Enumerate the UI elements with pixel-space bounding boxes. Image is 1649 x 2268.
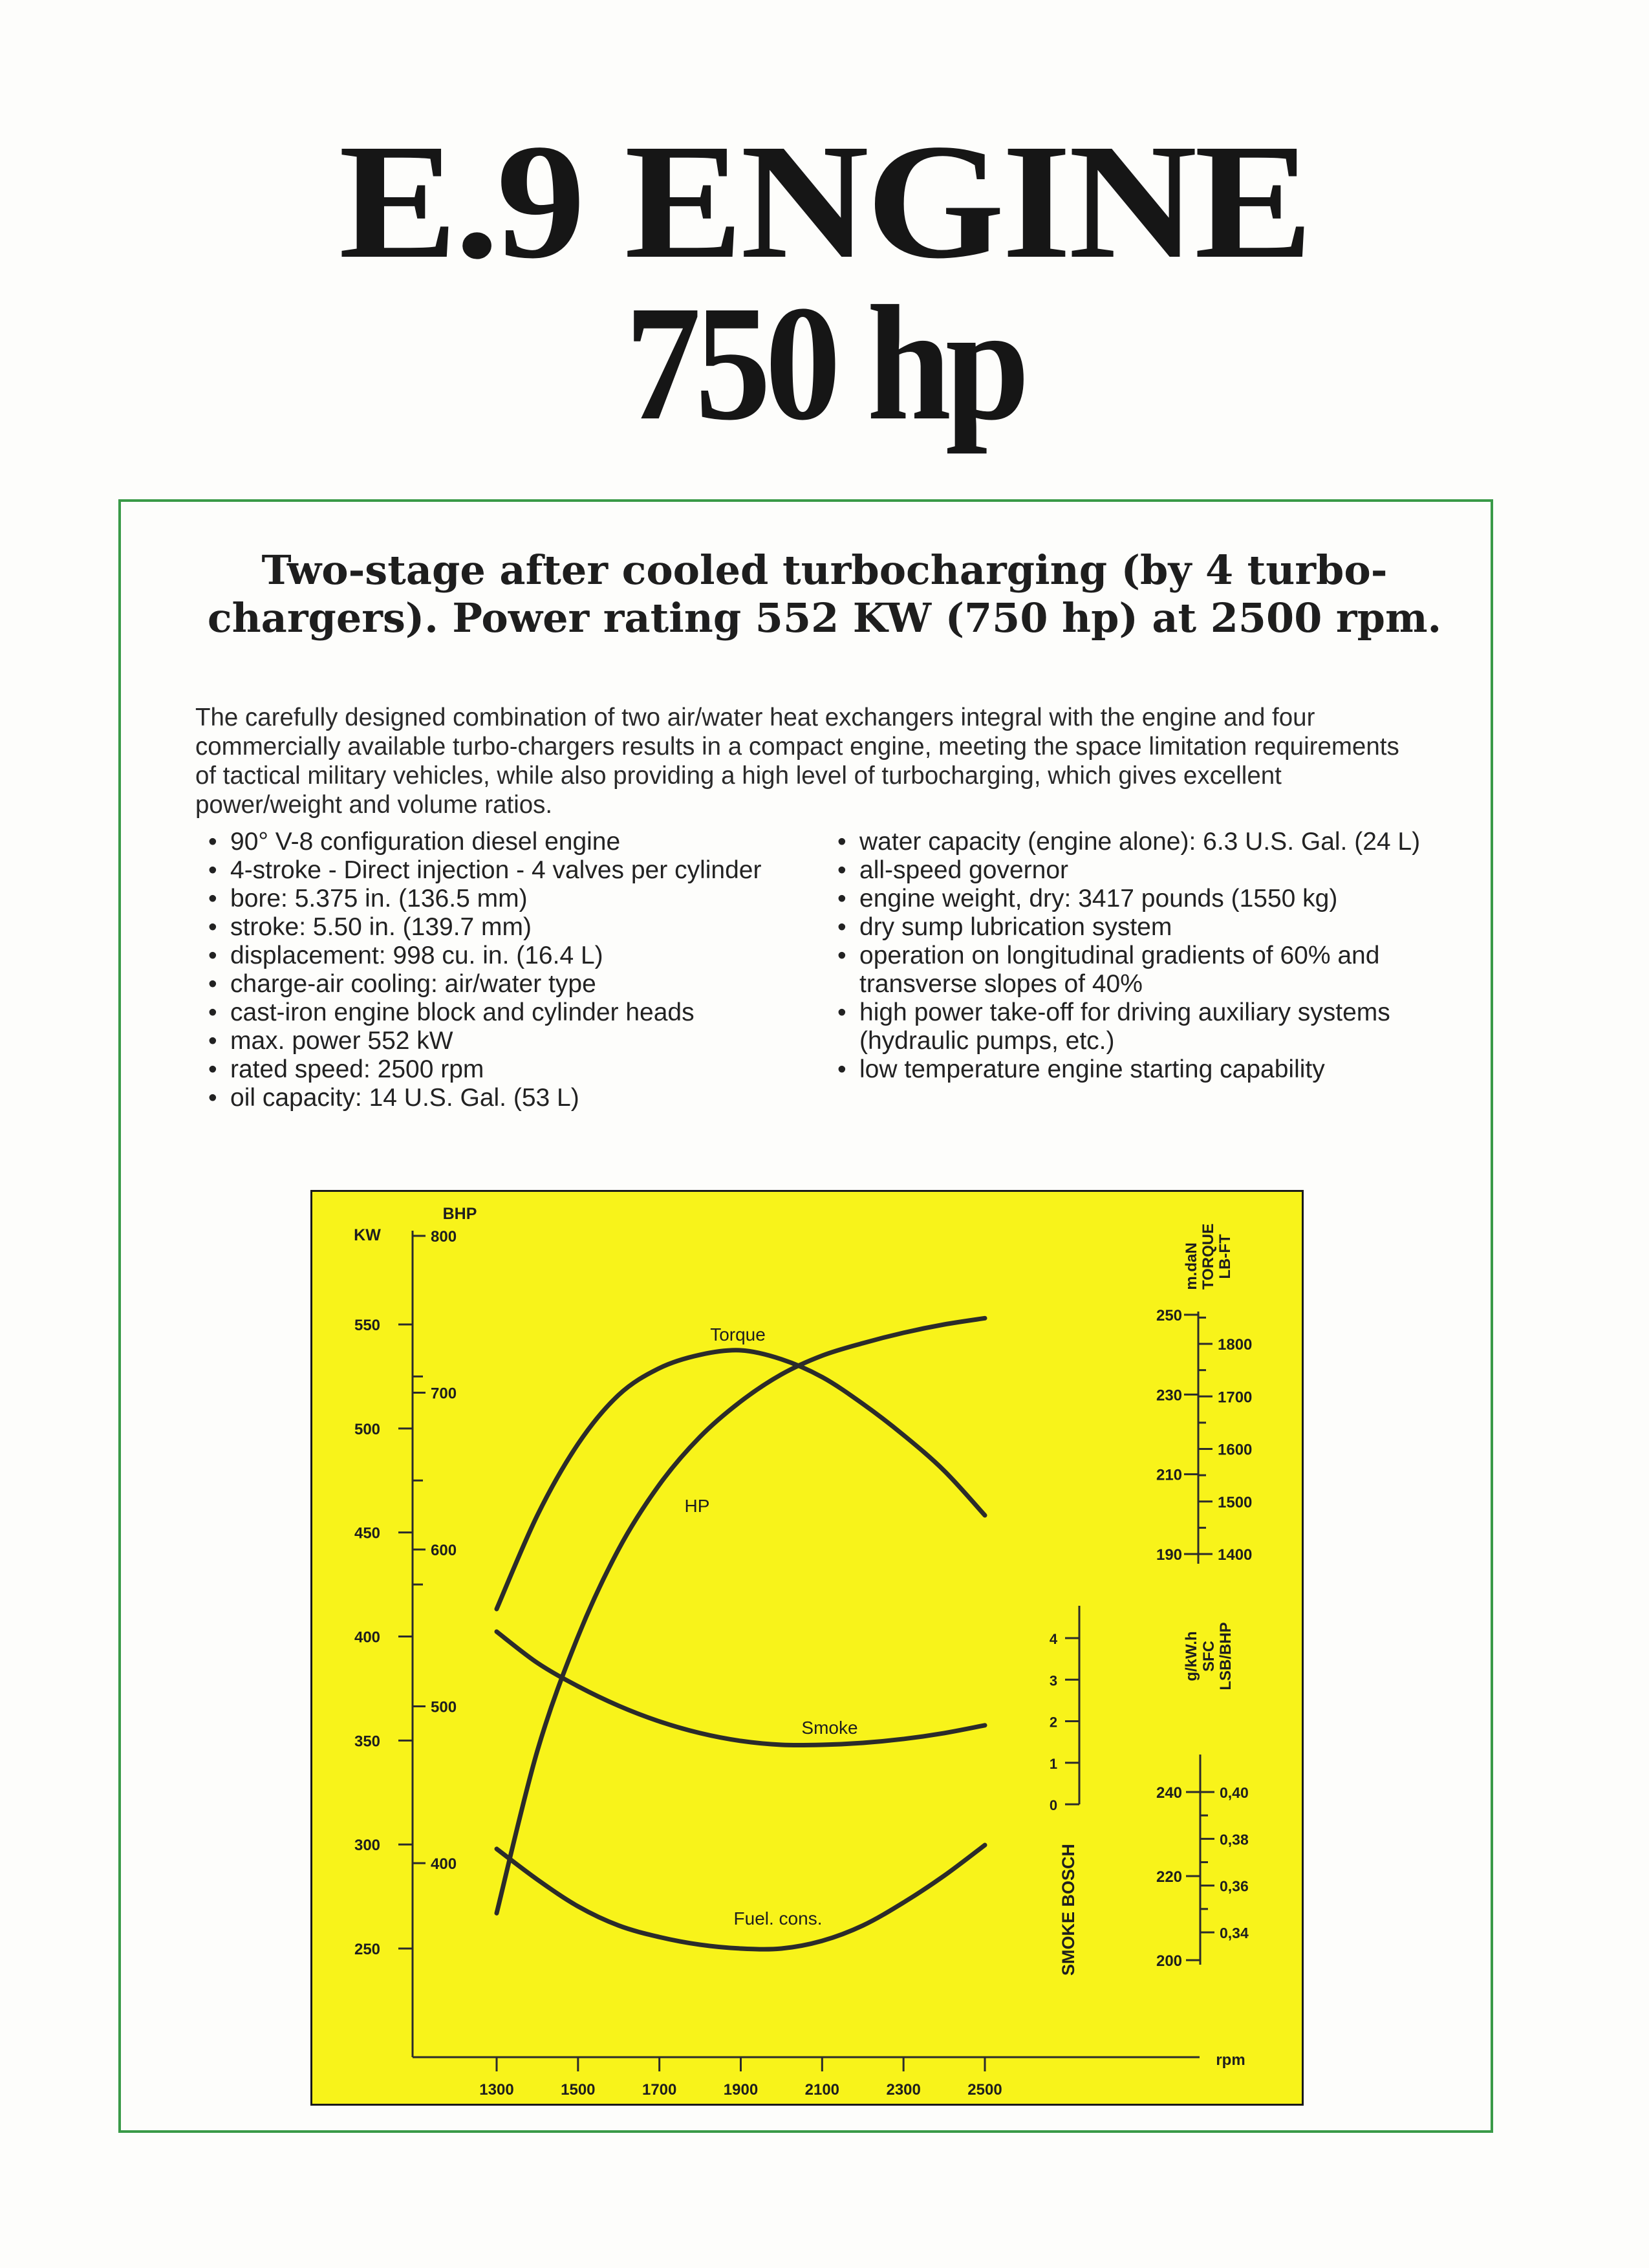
x-tick-label: 1700 <box>641 2081 677 2099</box>
torque-lbft-tick-label: 1800 <box>1218 1336 1253 1354</box>
torque-lbft-tick-label: 1600 <box>1218 1441 1253 1459</box>
sfc-lb-tick-label: 0,40 <box>1220 1784 1249 1801</box>
spec-item: • oil capacity: 14 U.S. Gal. (53 L) <box>208 1084 816 1112</box>
specs-right-list <box>837 828 1432 1084</box>
torque-lbft-tick-label: 1700 <box>1218 1388 1253 1407</box>
page-title: E.9 ENGINE <box>338 111 1311 293</box>
series-line-smoke <box>497 1632 985 1745</box>
series-line-fuel-cons <box>497 1845 985 1949</box>
bhp-tick-label: 800 <box>431 1228 457 1246</box>
kw-tick-label: 350 <box>354 1733 381 1751</box>
x-tick-label: 1500 <box>561 2081 596 2099</box>
torque-mdan-tick-label: 190 <box>1156 1546 1183 1564</box>
x-tick-label: 1300 <box>479 2081 514 2099</box>
torque-axis-label: TORQUE <box>1200 1223 1217 1290</box>
series-line-torque <box>497 1350 985 1609</box>
kw-tick-label: 450 <box>354 1524 381 1542</box>
kw-tick-label: 500 <box>354 1420 381 1438</box>
x-tick-label: 2100 <box>804 2081 840 2099</box>
spec-item: • charge-air cooling: air/water type <box>208 970 816 999</box>
spec-item: • high power take-off for driving auxiliary systems (hydraulic pumps, etc.) <box>837 999 1432 1055</box>
sfc-gkwh-tick-label: 200 <box>1156 1952 1183 1970</box>
page-subtitle: 750 hp <box>625 272 1024 455</box>
bhp-tick-label: 600 <box>431 1542 457 1559</box>
torque-mdan-tick-label: 210 <box>1156 1466 1183 1484</box>
spec-item: • low temperature engine starting capability <box>837 1055 1432 1084</box>
spec-item: • engine weight, dry: 3417 pounds (1550 kg) <box>837 885 1432 913</box>
smoke-tick-label: 0 <box>1049 1797 1058 1813</box>
smoke-tick-label: 2 <box>1049 1714 1058 1731</box>
spec-item: • dry sump lubrication system <box>837 913 1432 942</box>
series-label-smoke: Smoke <box>801 1718 858 1738</box>
kw-tick-label: 250 <box>354 1941 381 1958</box>
lbft-axis-label: LB-FT <box>1216 1234 1234 1279</box>
torque-lbft-tick-label: 1400 <box>1218 1546 1253 1564</box>
spec-item: • max. power 552 kW <box>208 1027 816 1055</box>
specs-left-list <box>208 828 816 1112</box>
intro-paragraph: The carefully designed combination of two air/water heat exchangers integral with the engine and four commercially available turbo-chargers results in a compact engine, meeting the space limitation requirements of tactical military vehicles, while also providing a high level of turbocharging, which gives excellent power/weight and volume ratios. <box>195 703 1399 819</box>
spec-item: • 4-stroke - Direct injection - 4 valves per cylinder <box>208 856 816 885</box>
smoke-tick-label: 4 <box>1049 1631 1058 1647</box>
bhp-tick-label: 400 <box>431 1855 457 1873</box>
kw-tick-label: 400 <box>354 1628 381 1647</box>
x-tick-label: 2300 <box>886 2081 921 2099</box>
torque-mdan-tick-label: 230 <box>1156 1387 1183 1405</box>
torque-mdan-tick-label: 250 <box>1156 1307 1183 1324</box>
x-axis-label: rpm <box>1216 2051 1245 2069</box>
performance-chart <box>310 1190 1304 2106</box>
sfc-lb-tick-label: 0,34 <box>1220 1925 1249 1941</box>
chart-canvas <box>312 1192 1306 2108</box>
lbs-bhp-hr-axis-label: LSB/BHP <box>1217 1622 1234 1690</box>
smoke-tick-label: 3 <box>1049 1672 1058 1689</box>
kw-axis-label: KW <box>354 1226 381 1244</box>
sfc-gkwh-tick-label: 220 <box>1156 1868 1183 1886</box>
bhp-axis-label: BHP <box>442 1205 477 1223</box>
x-tick-label: 2500 <box>967 2081 1002 2099</box>
kw-tick-label: 550 <box>354 1317 381 1334</box>
sfc-lb-tick-label: 0,38 <box>1220 1831 1249 1848</box>
bhp-tick-label: 500 <box>431 1698 457 1716</box>
headline <box>0 546 1649 642</box>
headline-line-1: Two-stage after cooled turbocharging (by 4 turbo- <box>261 546 1388 594</box>
spec-item: • cast-iron engine block and cylinder heads <box>208 999 816 1027</box>
spec-item: • displacement: 998 cu. in. (16.4 L) <box>208 942 816 970</box>
spec-item: • all-speed governor <box>837 856 1432 885</box>
bhp-tick-label: 700 <box>431 1385 457 1403</box>
series-label-fuel-cons: Fuel. cons. <box>733 1908 823 1928</box>
sfc-gkwh-axis-label: g/kW.h <box>1183 1631 1200 1681</box>
spec-item: • stroke: 5.50 in. (139.7 mm) <box>208 913 816 942</box>
sfc-axis-label: SFC <box>1200 1641 1218 1672</box>
series-label-torque: Torque <box>710 1324 766 1345</box>
smoke-axis-label: SMOKE BOSCH <box>1059 1843 1078 1976</box>
spec-item: • 90° V-8 configuration diesel engine <box>208 828 816 856</box>
sfc-lb-tick-label: 0,36 <box>1220 1877 1249 1895</box>
headline-line-2: chargers). Power rating 552 KW (750 hp) at 2500 rpm. <box>207 594 1442 642</box>
spec-item: • water capacity (engine alone): 6.3 U.S. Gal. (24 L) <box>837 828 1432 856</box>
x-tick-label: 1900 <box>723 2081 759 2099</box>
torque-mdan-axis-label: m.daN <box>1183 1242 1200 1290</box>
smoke-tick-label: 1 <box>1049 1755 1058 1772</box>
series-label-hp: HP <box>684 1496 710 1516</box>
spec-item: • operation on longitudinal gradients of 60% and transverse slopes of 40% <box>837 942 1432 999</box>
sfc-gkwh-tick-label: 240 <box>1156 1784 1183 1802</box>
spec-item: • rated speed: 2500 rpm <box>208 1055 816 1084</box>
kw-tick-label: 300 <box>354 1837 381 1855</box>
torque-lbft-tick-label: 1500 <box>1218 1493 1253 1511</box>
spec-item: • bore: 5.375 in. (136.5 mm) <box>208 885 816 913</box>
series-line-hp <box>497 1318 985 1913</box>
